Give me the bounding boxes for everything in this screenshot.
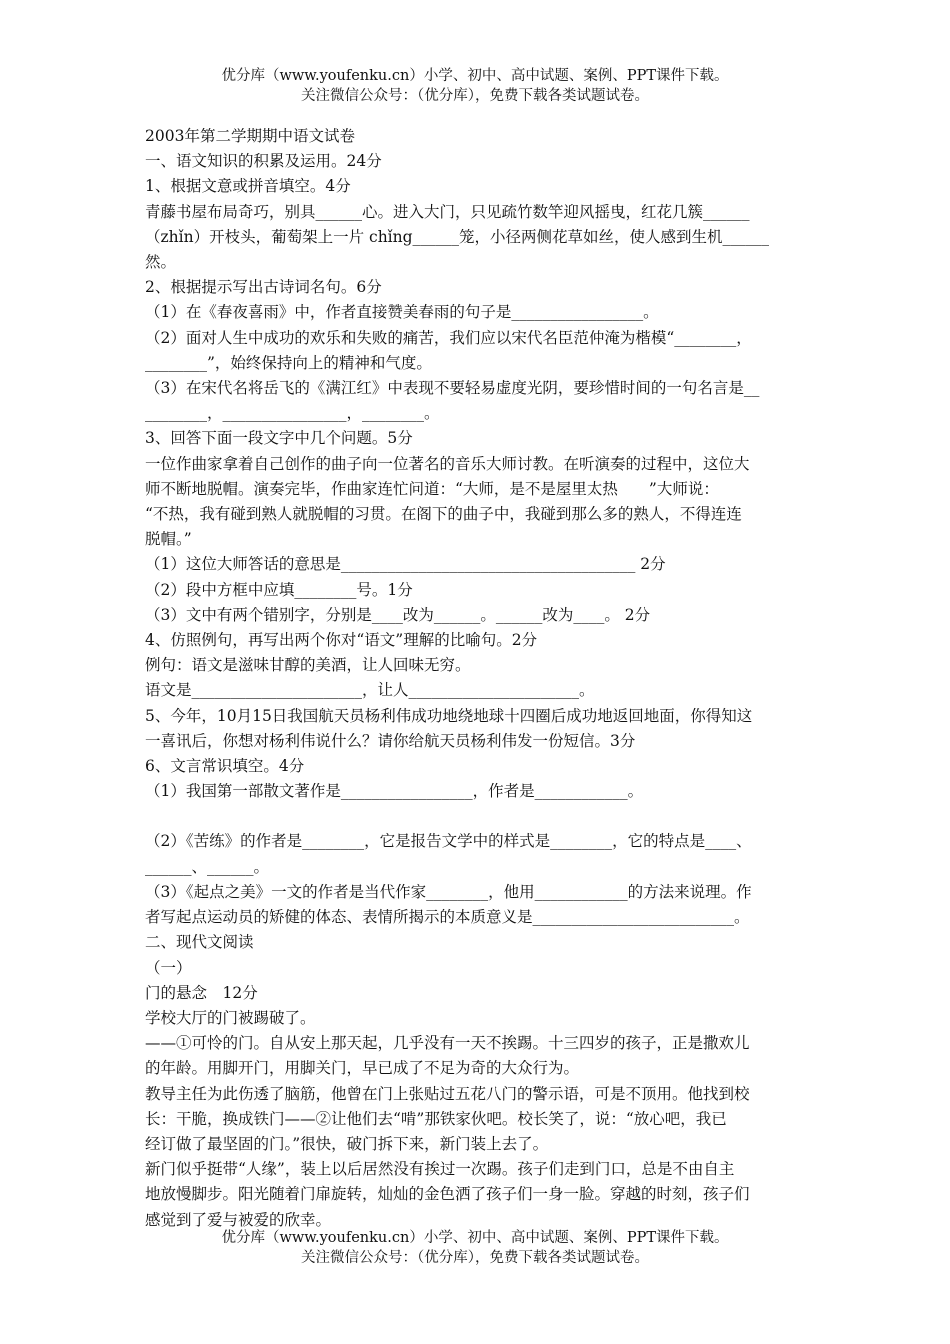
passage-title: 门的悬念 12分 (145, 983, 258, 1002)
section-heading: 一、语文知识的积累及运用。24分 (145, 152, 382, 171)
section-heading: 二、现代文阅读 (145, 933, 254, 952)
page-header (0, 66, 950, 106)
part-label: （一） (145, 958, 192, 977)
text-line: ______、______。 (145, 857, 270, 876)
header-line-2: 关注微信公众号：（优分库），免费下载各类试题试卷。 (301, 88, 649, 104)
question-heading: 1、根据文意或拼音填空。4分 (145, 177, 351, 196)
question-heading: 5、今年，10月15日我国航天员杨利伟成功地绕地球十四圈后成功地返回地面，你得知这 (145, 706, 753, 725)
text-line: 脱帽。” (145, 530, 192, 549)
page-footer (0, 1228, 950, 1268)
text-line: （2）《苦练》的作者是________，它是报告文学中的样式是________，它的特点是____、 (145, 832, 752, 851)
text-line: （3）《起点之美》一文的作者是当代作家________，他用____________的方法来说理。作 (145, 882, 752, 901)
text-line: ________，________________，________。 (145, 404, 440, 423)
passage-line: 经订做了最坚固的门。”很快，破门拆下来，新门装上去了。 (145, 1134, 549, 1153)
text-line: （1）这位大师答话的意思是______________________________________ 2分 (145, 555, 666, 574)
header-line-1: 优分库（www.youfenku.cn）小学、初中、高中试题、案例、PPT课件下载。 (221, 68, 729, 84)
passage-line: 感觉到了爱与被爱的欣幸。 (145, 1210, 332, 1229)
text-line: 然。 (145, 253, 177, 272)
text-line: 一位作曲家拿着自己创作的曲子向一位著名的音乐大师讨教。在听演奏的过程中，这位大 (145, 454, 750, 473)
footer-line-1: 优分库（www.youfenku.cn）小学、初中、高中试题、案例、PPT课件下载。 (221, 1230, 729, 1246)
text-line: （1）在《春夜喜雨》中，作者直接赞美春雨的句子是_________________。 (145, 303, 659, 322)
text-line: 一喜讯后，你想对杨利伟说什么？请你给航天员杨利伟发一份短信。3分 (145, 731, 636, 750)
question-heading: 2、根据提示写出古诗词名句。6分 (145, 278, 382, 297)
passage-line: 教导主任为此伤透了脑筋，他曾在门上张贴过五花八门的警示语，可是不顶用。他找到校 (145, 1084, 750, 1103)
text-line: （3）文中有两个错别字，分别是____改为______。______改为____。 2分 (145, 605, 651, 624)
text-line: 语文是______________________，让人______________________。 (145, 681, 595, 700)
passage-line: 学校大厅的门被踢破了。 (145, 1008, 316, 1027)
passage-line: 新门似乎挺带“人缘”，装上以后居然没有挨过一次踢。孩子们走到门口，总是不由自主 (145, 1160, 735, 1179)
text-line: 青藤书屋布局奇巧，别具______心。进入大门，只见疏竹数竿迎风摇曳，红花几簇______ (145, 202, 750, 221)
text-line: （2）段中方框中应填________号。1分 (145, 580, 413, 599)
text-line: ________”，始终保持向上的精神和气度。 (145, 353, 432, 372)
text-line: 者写起点运动员的矫健的体态、表情所揭示的本质意义是__________________________。 (145, 908, 750, 927)
blank-gap (145, 804, 810, 829)
passage-line: ——①可怜的门。自从安上那天起，几乎没有一天不挨踢。十三四岁的孩子，正是撒欢儿 (145, 1034, 750, 1053)
text-line: 例句：语文是滋味甘醇的美酒，让人回味无穷。 (145, 656, 471, 675)
question-heading: 3、回答下面一段文字中几个问题。5分 (145, 429, 413, 448)
text-line: （2）面对人生中成功的欢乐和失败的痛苦，我们应以宋代名臣范仲淹为楷模“________， (145, 328, 752, 347)
exam-title: 2003年第二学期期中语文试卷 (145, 127, 355, 145)
passage-line: 的年龄。用脚开门，用脚关门，早已成了不足为奇的大众行为。 (145, 1059, 580, 1078)
text-line: 师不断地脱帽。演奏完毕，作曲家连忙问道：“大师，是不是屋里太热 ”大师说： (145, 479, 719, 498)
exam-content (145, 124, 810, 1233)
text-line: （zhǐn）开枝头，葡萄架上一片 chǐng______笼，小径两侧花草如丝，使人感到生机______ (145, 227, 770, 246)
question-heading: 6、文言常识填空。4分 (145, 757, 305, 776)
question-heading: 4、仿照例句，再写出两个你对“语文”理解的比喻句。2分 (145, 631, 538, 650)
passage-line: 地放慢脚步。阳光随着门扉旋转，灿灿的金色洒了孩子们一身一脸。穿越的时刻，孩子们 (145, 1185, 750, 1204)
text-line: “不热，我有碰到熟人就脱帽的习贯。在阁下的曲子中，我碰到那么多的熟人，不得连连 (145, 505, 742, 524)
passage-line: 长：干脆，换成铁门——②让他们去“啃”那铁家伙吧。校长笑了，说：“放心吧，我已 (145, 1109, 727, 1128)
text-line: （3）在宋代名将岳飞的《满江红》中表现不要轻易虚度光阴，要珍惜时间的一句名言是__ (145, 379, 760, 398)
text-line: （1）我国第一部散文著作是_________________，作者是____________。 (145, 782, 644, 801)
footer-line-2: 关注微信公众号：（优分库），免费下载各类试题试卷。 (301, 1250, 649, 1266)
